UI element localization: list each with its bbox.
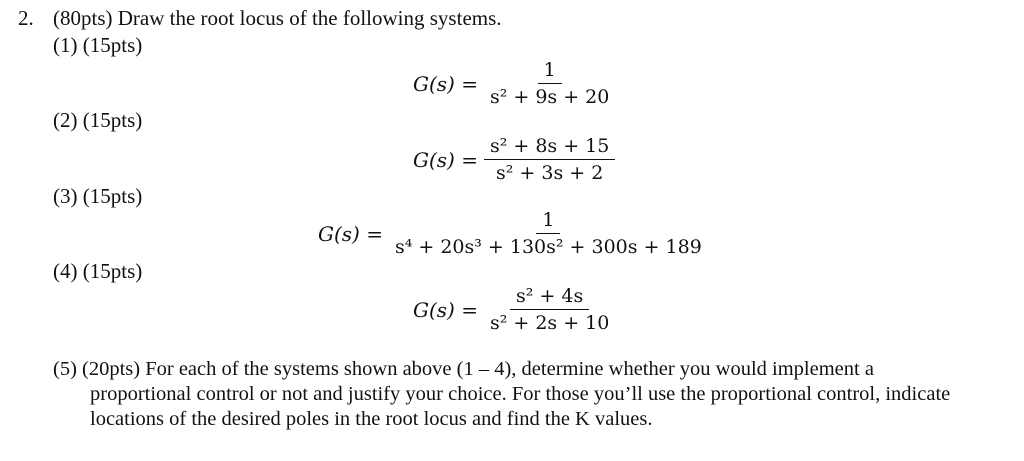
part-5-line-2: proportional control or not and justify your choice. For those you’ll use the proportional control, indicate: [90, 383, 951, 405]
equation-2-numerator: s² + 8s + 15: [484, 133, 615, 160]
equation-3: [318, 207, 708, 260]
equation-2-lhs: G(s) =: [413, 147, 478, 172]
equation-4-denominator: s² + 2s + 10: [489, 312, 610, 334]
equation-4-fraction: [484, 283, 615, 336]
equation-3-lhs: G(s) =: [318, 221, 383, 246]
equation-3-denominator: s⁴ + 20s³ + 130s² + 300s + 189: [394, 236, 702, 258]
part-5: [53, 357, 1013, 432]
equation-1-lhs: G(s) =: [413, 71, 478, 96]
equation-2-denominator: s² + 3s + 2: [496, 162, 604, 184]
part-5-label: (5) (20pts): [53, 358, 141, 380]
equation-2-fraction: [484, 133, 615, 186]
equation-1-numerator: 1: [538, 57, 562, 84]
part-5-line-3: locations of the desired poles in the root locus and find the K values.: [90, 408, 653, 430]
equation-4-lhs: G(s) =: [413, 297, 478, 322]
equation-2: [413, 133, 615, 186]
part-3-label: (3) (15pts): [53, 184, 143, 208]
part-5-text-1: For each of the systems shown above (1 – 4), determine whether you would implement a: [145, 358, 874, 380]
problem-number: 2.: [18, 6, 34, 30]
part-2-label: (2) (15pts): [53, 108, 143, 132]
problem-statement: (80pts) Draw the root locus of the following systems.: [53, 6, 502, 30]
equation-3-numerator: 1: [536, 207, 560, 234]
equation-3-fraction: [389, 207, 708, 260]
part-5-line-1: [53, 357, 1013, 382]
equation-1-denominator: s² + 9s + 20: [489, 86, 610, 108]
part-1-label: (1) (15pts): [53, 33, 143, 57]
equation-1-fraction: [484, 57, 615, 110]
equation-1: [413, 57, 615, 110]
equation-4: [413, 283, 615, 336]
equation-4-numerator: s² + 4s: [510, 283, 589, 310]
part-4-label: (4) (15pts): [53, 259, 143, 283]
